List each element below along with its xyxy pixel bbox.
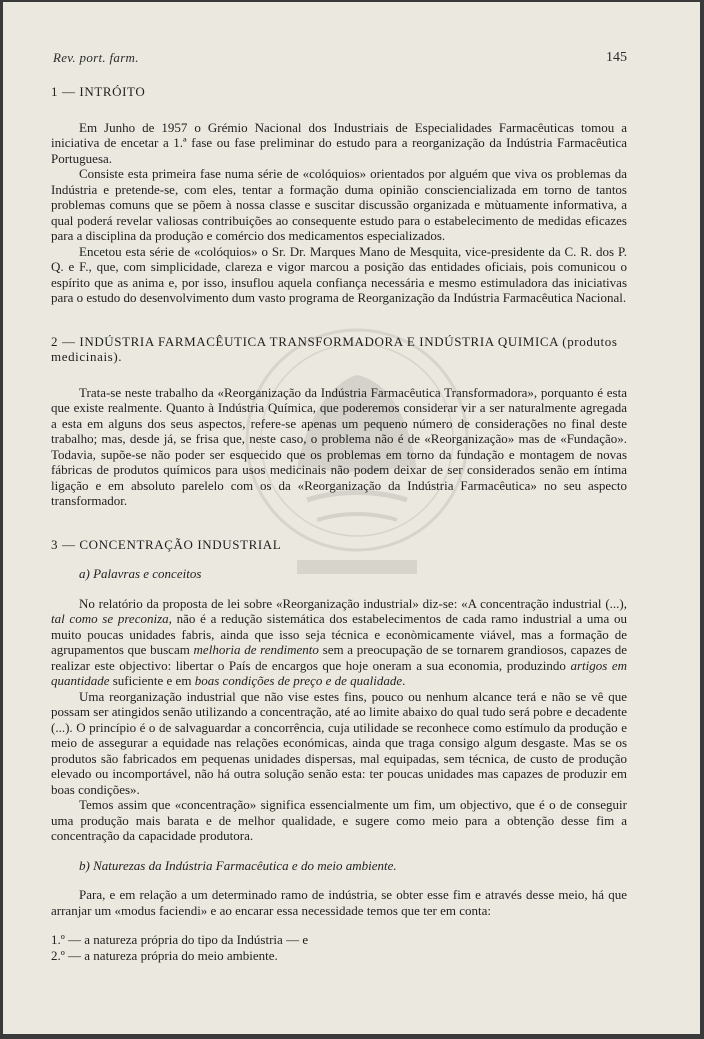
section-3b-paragraph-1: Para, e em relação a um determinado ramo de indústria, se obter esse fim e através desse meio, há que arranjar um «modus faciendi» e ao encarar essa necessidade temos que ter em conta: [51,887,627,918]
running-header [53,50,627,70]
list-item: 1.º — a natureza própria do tipo da Indústria — e [51,932,309,947]
section-1-title: 1 — INTRÓITO [51,84,146,99]
section-2-title-main: 2 — INDÚSTRIA FARMACÊUTICA TRANSFORMADORA E INDÚSTRIA QUIMICA [51,333,559,349]
section-1-paragraph: Consiste esta primeira fase numa série de «colóquios» orientados por alguém que viva os problemas da Indústria e pretende-se, com eles, tentar a formação duma opinião consciencializada em torno de tantos problemas comuns que se põem à nossa classe e suscitar discussão organizada e mùtuamente informativa, a qual poderá revelar valiosas contribuições ao consequente estudo para o estabelecimento de medidas eficazes para a disciplina da produção e comércio dos medicamentos especializados. [51,166,627,243]
section-1-paragraph: Encetou esta série de «colóquios» o Sr. Dr. Marques Mano de Mesquita, vice-presidente da C. R. dos P. Q. e F., que, com simplicidade, clareza e vigor marcou a posição das entidades oficiais, pois comunicou o espírito que as anima e, por isso, insuflou aquela confiança necessária e mesmo estimuladora das iniciativas para o estudo do desenvolvimento dum vasto programa de Reorganização da Indústria Farmacêutica Nacional. [51,243,627,305]
section-2-title [51,334,627,365]
text-run: sem a preocupação de se tornarem grandiosos, capazes de realizar este objectivo: libertar o País de encargos que hoje oneram a sua economia, produzindo [51,642,627,673]
section-3a-paragraph-3: Temos assim que «concentração» significa essencialmente um fim, um objectivo, que é o de conseguir uma produção mais barata e de melhor qualidade, e sugere como meio para a obtenção desse fim a concentração da capacidade produtora. [51,797,627,843]
page-number: 145 [606,50,627,65]
section-1-paragraph: Em Junho de 1957 o Grémio Nacional dos Industriais de Especialidades Farmacêuticas tomou a iniciativa de encetar a 1.ª fase ou fase preliminar do estudo para a reorganização da Indústria Farmacêutica Portuguesa. [51,119,627,166]
emphasis: tal como se preconiza [51,611,169,626]
subsection-a-title: a) Palavras e conceitos [79,566,202,581]
text-run: , não é a redução sistemática dos estabelecimentos de cada ramo industrial a uma ou muito poucas unidades fabris, ainda que isso seja técnica e econòmicamente viável, mas a formação de agrupamentos que buscam [51,611,627,657]
text-run: . [402,673,406,688]
document-page [3,2,700,1034]
emphasis: artigos em quantidade [51,657,628,688]
journal-title: Rev. port. farm. [53,50,139,65]
text-run: No relatório da proposta de lei sobre «Reorganização industrial» diz-se: «A concentração industrial (...), [79,595,627,611]
list-item: 2.º — a natureza própria do meio ambiente. [51,947,278,963]
subsection-b-title: b) Naturezas da Indústria Farmacêutica e do meio ambiente. [79,857,397,873]
section-3a-paragraph-2: Uma reorganização industrial que não vise estes fins, pouco ou nenhum alcance terá e não se vê que possam ser atingidos senão utilizando a concentração, até ao limite abaixo do qual tudo será pobre e decadente (...). O princípio é o de salvaguardar a concorrência, cuja utilidade se reconhece como estímulo da produção e meio de assegurar a equidade nas relações económicas, ainda que traga consigo algum desgaste. Mas se os produtos são fabricados em pequenas unidades dispersas, mal equipadas, sem técnica, de custo de produção elevado ou incomportável, não há outra solução senão esta: ter poucas unidades mas capazes de produzir em boas condições». [51,688,627,797]
section-3-title: 3 — CONCENTRAÇÃO INDUSTRIAL [51,536,282,552]
section-2-paragraph: Trata-se neste trabalho da «Reorganização da Indústria Farmacêutica Transformadora», porquanto é esta que existe realmente. Quanto à Indústria Química, que poderemos considerar vir a ser naturalmente agregada a esta em alguns dos seus aspectos, refere-se apenas um pequeno número de considerações no final deste trabalho; mas, desde já, se frisa que, neste caso, o problema não é de «Reorganização» mas de «Fundação». Todavia, supõe-se não poder ser esquecido que os problemas em torno da fundação e montagem de novas fábricas de produtos químicos para usos medicinais não podem deixar de ser considerados senão em íntima ligação e em absoluto parelelo com os da «Reorganização da Indústria Farmacêutica» no seu aspecto transformador. [51,384,627,508]
article-body [51,84,627,963]
emphasis: melhoria de rendimento [193,642,319,657]
section-3a-paragraph-1 [51,596,627,689]
text-run: suficiente e em [109,673,195,688]
emphasis: boas condições de preço e de qualidade [194,673,403,688]
section-2-title-paren: (produtos medicinais). [51,333,618,364]
